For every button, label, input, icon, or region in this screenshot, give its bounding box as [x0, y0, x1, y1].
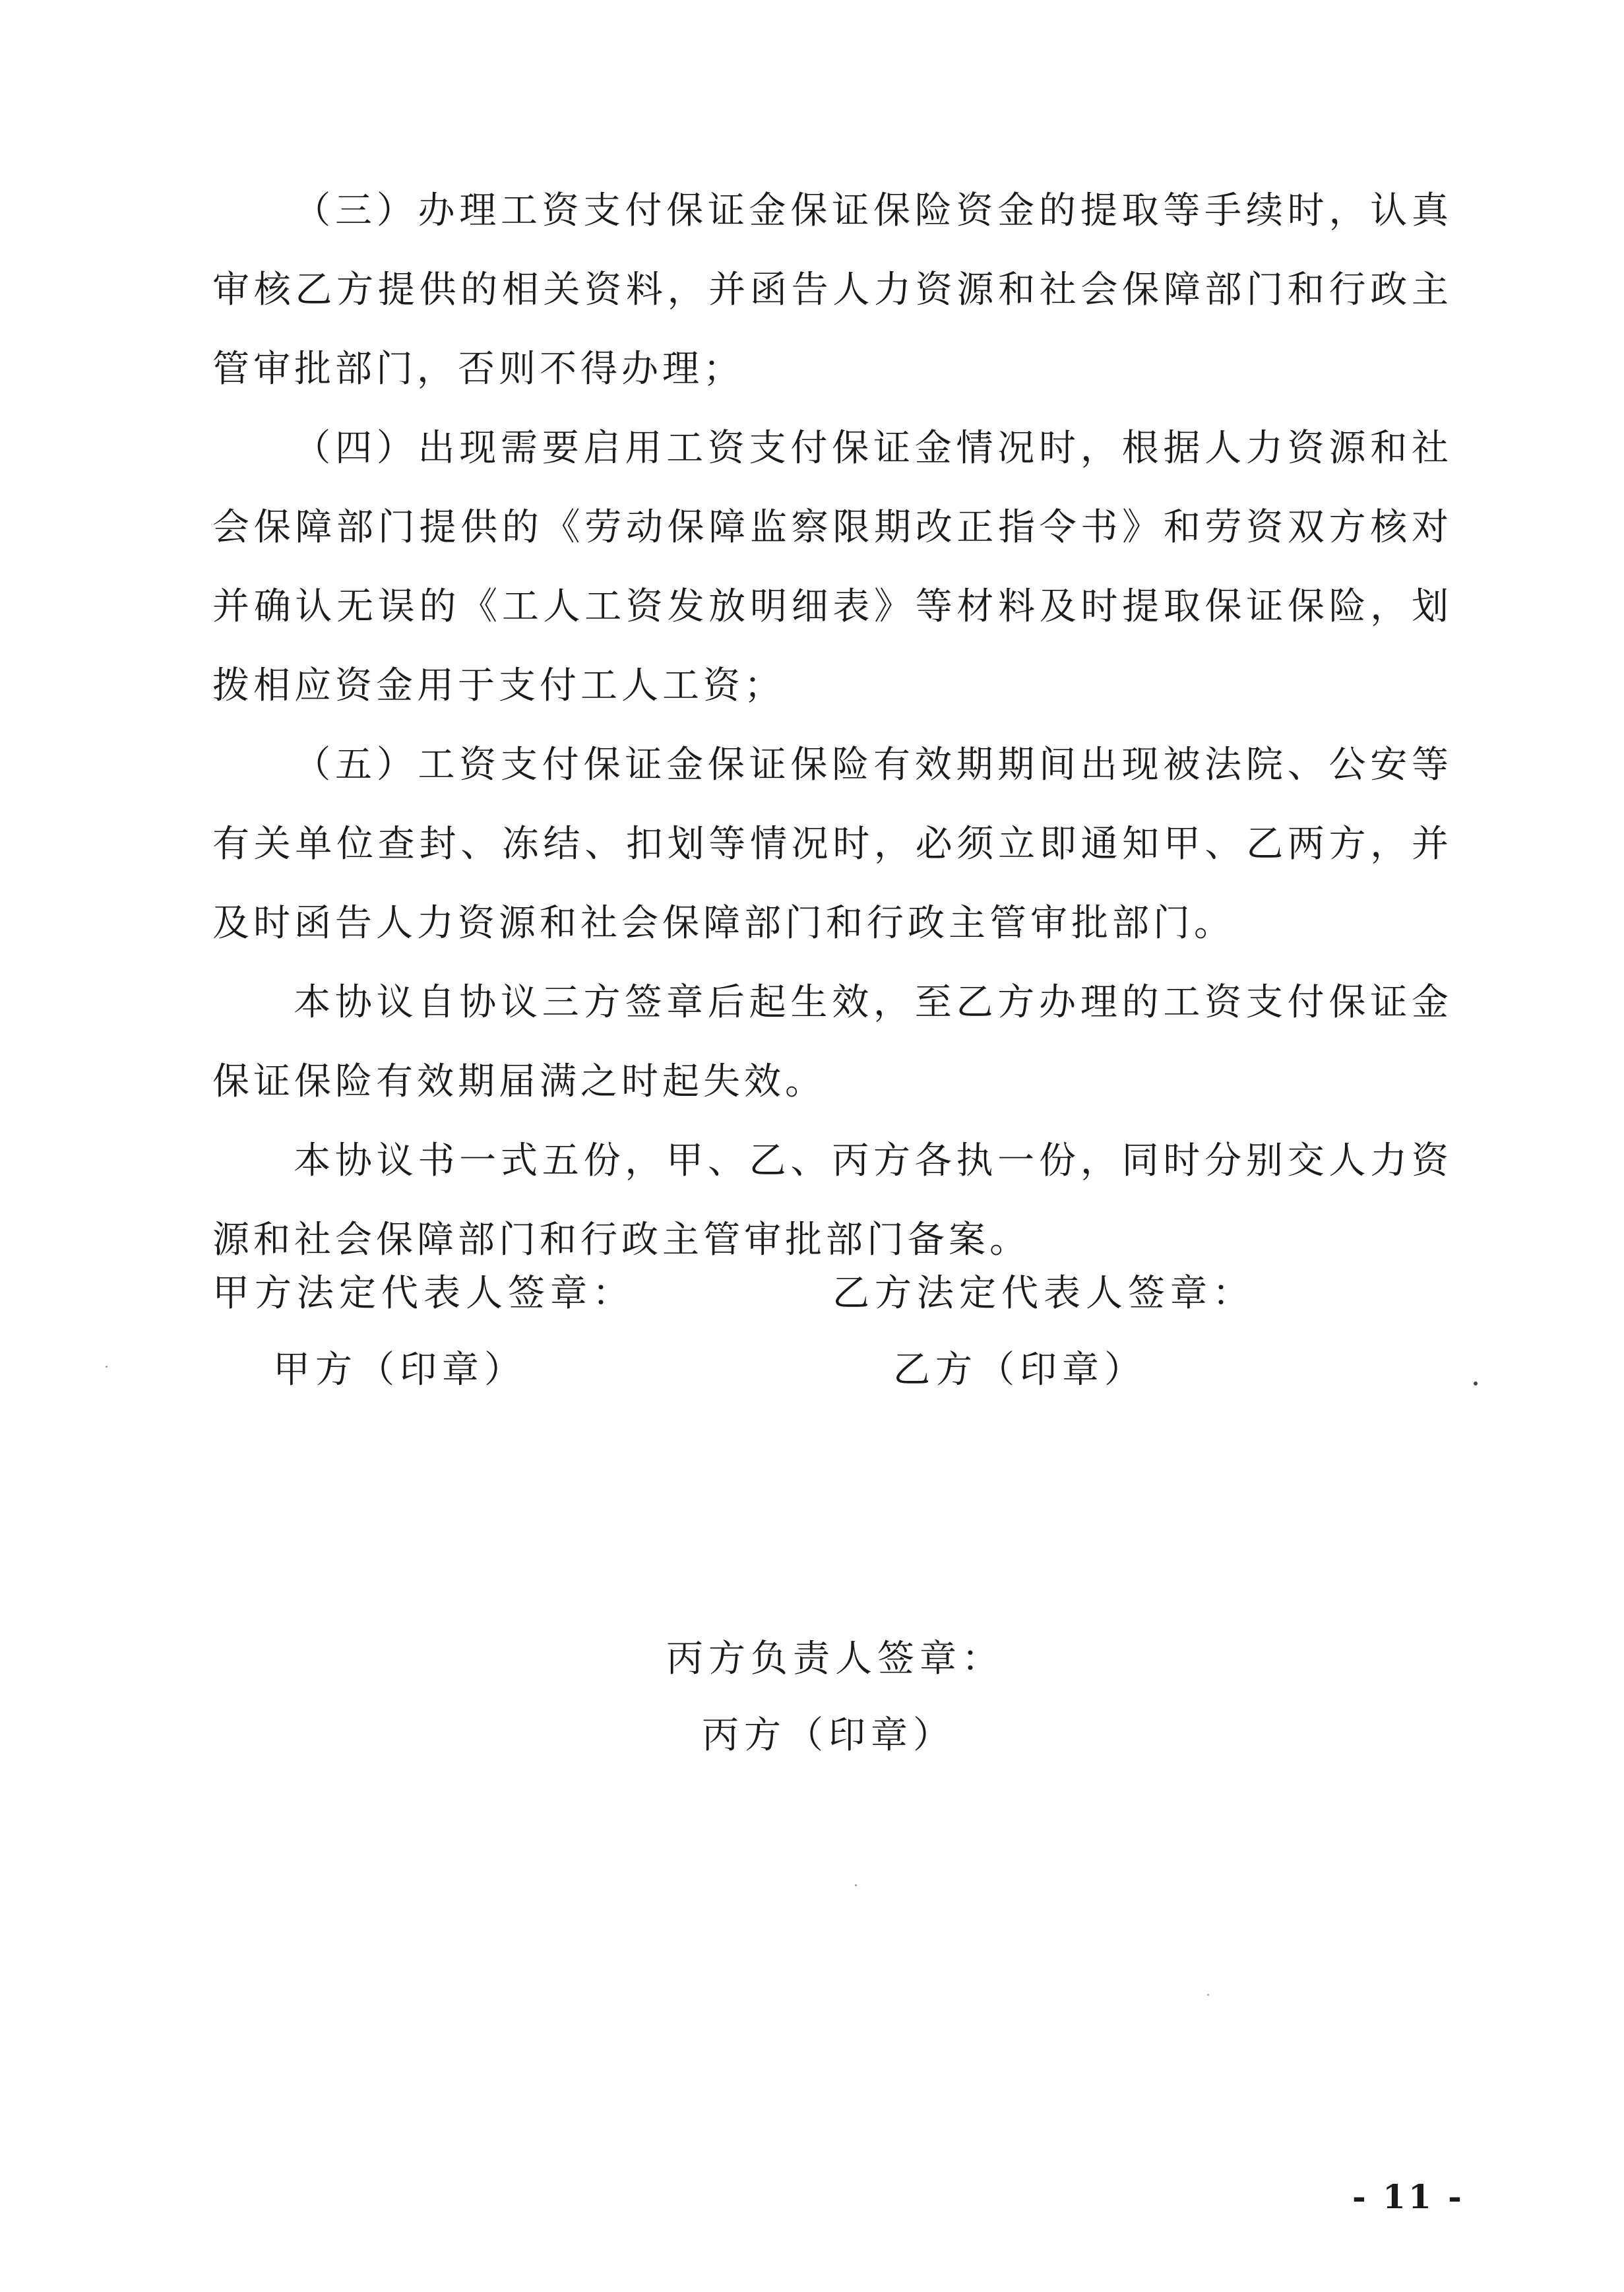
paragraph-3: （三）办理工资支付保证金保证保险资金的提取等手续时，认真审核乙方提供的相关资料，并函告人力资源和社会保障部门和行政主管审批部门，否则不得办理；: [212, 189, 1452, 391]
party-a-signature-label: 甲方法定代表人签章：: [212, 1272, 635, 1315]
document-body: [212, 172, 1452, 1280]
party-b-signature-label: 乙方法定代表人签章：: [832, 1272, 1255, 1315]
paragraph-effective-term: 本协议自协议三方签章后起生效，至乙方办理的工资支付保证金保证保险有效期届满之时起失效。: [212, 981, 1452, 1103]
party-b-seal: 乙方（印章）: [893, 1349, 1146, 1391]
scan-speck: [106, 1366, 108, 1368]
paragraph-4: （四）出现需要启用工资支付保证金情况时，根据人力资源和社会保障部门提供的《劳动保障监察限期改正指令书》和劳资双方核对并确认无误的《工人工资发放明细表》等材料及时提取保证保险，划拨相应资金用于支付工人工资；: [212, 427, 1452, 707]
paragraph-5: （五）工资支付保证金保证保险有效期期间出现被法院、公安等有关单位查封、冻结、扣划等情况时，必须立即通知甲、乙两方，并及时函告人力资源和社会保障部门和行政主管审批部门。: [212, 744, 1452, 945]
party-c-signature-label: 丙方负责人签章：: [666, 1638, 1004, 1680]
party-c-seal: 丙方（印章）: [702, 1714, 955, 1757]
paragraph-copies: 本协议书一式五份，甲、乙、丙方各执一份，同时分别交人力资源和社会保障部门和行政主管审批部门备案。: [212, 1139, 1452, 1261]
page-number: - 11 -: [1352, 2177, 1464, 2216]
scan-speck: [855, 1884, 857, 1886]
scan-speck: [1474, 1382, 1478, 1385]
party-a-seal: 甲方（印章）: [273, 1349, 526, 1391]
scan-speck: [1207, 1994, 1209, 1996]
